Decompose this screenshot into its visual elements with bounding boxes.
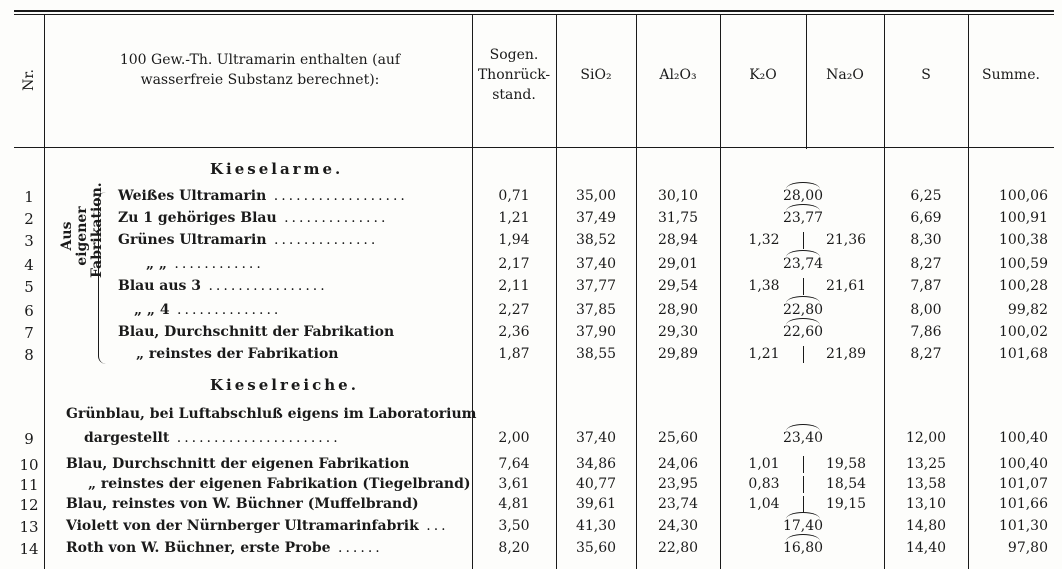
cell-k2o: 1,01 [748,456,780,472]
cell-alkali-combined: 22,60 [760,324,846,340]
row-number: 3 [24,232,34,250]
cell-summe: 100,91 [999,210,1048,226]
leader-dots: ................ [201,278,328,294]
cell-al2o3: 29,01 [657,256,699,272]
row-label: Zu 1 gehöriges Blau .............. [118,210,389,226]
cell-na2o: 18,54 [825,476,867,492]
cell-summe: 100,38 [999,232,1048,248]
cell-summe: 101,30 [999,518,1048,534]
leader-dots: ...................... [169,430,341,446]
cell-thon: 2,36 [498,324,530,340]
cell-alkali-combined: 23,74 [760,256,846,272]
header-rule [14,147,1054,148]
row-number: 11 [19,476,39,494]
alkali-split-line [803,476,804,493]
cell-al2o3: 23,74 [657,496,699,512]
cell-sio2: 41,30 [575,518,617,534]
cell-s: 8,00 [910,302,942,318]
cell-sio2: 40,77 [575,476,617,492]
cell-summe: 100,59 [999,256,1048,272]
cell-summe: 101,07 [999,476,1048,492]
group-label: Aus eigener Fabrikation. [59,182,105,278]
col-divider [44,14,45,569]
cell-thon: 2,11 [498,278,530,294]
cell-s: 7,86 [910,324,942,340]
leader-dots: ...... [330,540,383,556]
row-number: 1 [24,188,34,206]
al2o3-header: Al₂O₃ [659,67,697,83]
cell-sio2: 34,86 [575,456,617,472]
cell-s: 7,87 [910,278,942,294]
cell-al2o3: 22,80 [657,540,699,556]
cell-al2o3: 28,94 [657,232,699,248]
cell-al2o3: 24,06 [657,456,699,472]
cell-alkali-combined: 17,40 [760,518,846,534]
cell-alkali-combined: 16,80 [760,540,846,556]
cell-al2o3: 31,75 [657,210,699,226]
cell-thon: 4,81 [498,496,530,512]
cell-s: 6,25 [910,188,942,204]
cell-s: 8,27 [910,346,942,362]
row-label: Blau, Durchschnitt der eigenen Fabrikation [66,456,410,472]
cell-al2o3: 29,54 [657,278,699,294]
row-label: Roth von W. Büchner, erste Probe ...... [66,540,383,556]
alkali-split-line [803,278,804,295]
cell-sio2: 38,55 [575,346,617,362]
row-number: 2 [24,210,34,228]
cell-summe: 100,06 [999,188,1048,204]
cell-alkali-combined: 22,80 [760,302,846,318]
row-number: 10 [19,456,39,474]
row-label: „ „ 4 .............. [134,302,282,318]
leader-dots: .................. [266,188,408,204]
s-header: S [921,67,931,83]
row-label: Blau aus 3 ................ [118,278,328,294]
row-number: 9 [24,430,34,448]
cell-summe: 101,66 [999,496,1048,512]
row-number: 6 [24,302,34,320]
row-number: 14 [19,540,39,558]
summe-header: Summe. [982,67,1040,83]
leader-dots: ............ [166,256,264,272]
description-header: 100 Gew.-Th. Ultramarin enthalten (auf wasserfreie Substanz berechnet): [119,52,401,88]
cell-thon: 1,21 [498,210,530,226]
row-label: „ „ ............ [146,256,264,272]
cell-thon: 7,64 [498,456,530,472]
row-label: Blau, reinstes von W. Büchner (Muffelbrand) [66,496,419,512]
cell-al2o3: 24,30 [657,518,699,534]
section-heading-kieselreiche: Kieselreiche. [210,376,359,394]
row-label: „ reinstes der Fabrikation [136,346,339,362]
cell-thon: 2,00 [498,430,530,446]
cell-thon: 0,71 [498,188,530,204]
cell-al2o3: 30,10 [657,188,699,204]
cell-na2o: 19,15 [825,496,867,512]
top-rule-thin [14,14,1054,15]
cell-sio2: 39,61 [575,496,617,512]
cell-al2o3: 23,95 [657,476,699,492]
row-number: 12 [19,496,39,514]
cell-summe: 99,82 [1007,302,1048,318]
cell-al2o3: 29,89 [657,346,699,362]
cell-alkali-combined: 23,40 [760,430,846,446]
cell-k2o: 1,38 [748,278,780,294]
cell-sio2: 37,40 [575,430,617,446]
cell-thon: 1,94 [498,232,530,248]
cell-alkali-combined: 28,00 [760,188,846,204]
cell-s: 8,27 [910,256,942,272]
k2o-header: K₂O [749,67,777,83]
nr-header: Nr. [20,69,37,91]
top-rule-thick [14,10,1054,12]
cell-summe: 97,80 [1007,540,1048,556]
cell-sio2: 37,77 [575,278,617,294]
cell-s: 8,30 [910,232,942,248]
row-label: Blau, Durchschnitt der Fabrikation [118,324,395,340]
cell-summe: 100,40 [999,430,1048,446]
row-label-continued: dargestellt ...................... [84,430,341,446]
cell-sio2: 37,40 [575,256,617,272]
cell-s: 13,25 [905,456,947,472]
row-number: 13 [19,518,39,536]
section-heading-kieselarme: Kieselarme. [210,160,344,178]
cell-na2o: 21,36 [825,232,867,248]
cell-sio2: 35,00 [575,188,617,204]
cell-thon: 8,20 [498,540,530,556]
sio2-header: SiO₂ [580,67,612,83]
row-number: 7 [24,324,34,342]
cell-al2o3: 28,90 [657,302,699,318]
cell-thon: 2,27 [498,302,530,318]
cell-summe: 100,40 [999,456,1048,472]
cell-summe: 100,28 [999,278,1048,294]
col-divider [720,14,721,569]
row-label: Violett von der Nürnberger Ultramarinfabrik ... [66,518,449,534]
alkali-split-line [803,496,804,513]
row-number: 8 [24,346,34,364]
cell-summe: 101,68 [999,346,1048,362]
leader-dots: .............. [169,302,282,318]
cell-na2o: 21,89 [825,346,867,362]
thon-header: Sogen. Thonrück-stand. [477,47,551,103]
cell-sio2: 37,49 [575,210,617,226]
row-number: 5 [24,278,34,296]
cell-sio2: 38,52 [575,232,617,248]
cell-s: 14,40 [905,540,947,556]
alkali-split-line [803,232,804,249]
alkali-split-line [803,456,804,473]
cell-alkali-combined: 23,77 [760,210,846,226]
leader-dots: ... [418,518,449,534]
cell-thon: 2,17 [498,256,530,272]
cell-s: 13,58 [905,476,947,492]
cell-k2o: 1,21 [748,346,780,362]
cell-al2o3: 25,60 [657,430,699,446]
cell-summe: 100,02 [999,324,1048,340]
cell-s: 14,80 [905,518,947,534]
cell-thon: 1,87 [498,346,530,362]
leader-dots: .............. [266,232,379,248]
row-number: 4 [24,256,34,274]
cell-thon: 3,50 [498,518,530,534]
cell-sio2: 35,60 [575,540,617,556]
cell-s: 13,10 [905,496,947,512]
row-label: Grünes Ultramarin .............. [118,232,379,248]
cell-na2o: 21,61 [825,278,867,294]
cell-na2o: 19,58 [825,456,867,472]
row-label: Weißes Ultramarin .................. [118,188,408,204]
cell-s: 6,69 [910,210,942,226]
na2o-header: Na₂O [826,67,864,83]
cell-k2o: 1,04 [748,496,780,512]
row-label: „ reinstes der eigenen Fabrikation (Tiegelbrand) [88,476,471,492]
cell-k2o: 1,32 [748,232,780,248]
cell-thon: 3,61 [498,476,530,492]
cell-sio2: 37,85 [575,302,617,318]
leader-dots: .............. [276,210,389,226]
cell-al2o3: 29,30 [657,324,699,340]
cell-s: 12,00 [905,430,947,446]
alkali-split-line [803,346,804,363]
row-label: Grünblau, bei Luftabschluß eigens im Laboratorium [66,406,477,422]
cell-sio2: 37,90 [575,324,617,340]
cell-k2o: 0,83 [748,476,780,492]
